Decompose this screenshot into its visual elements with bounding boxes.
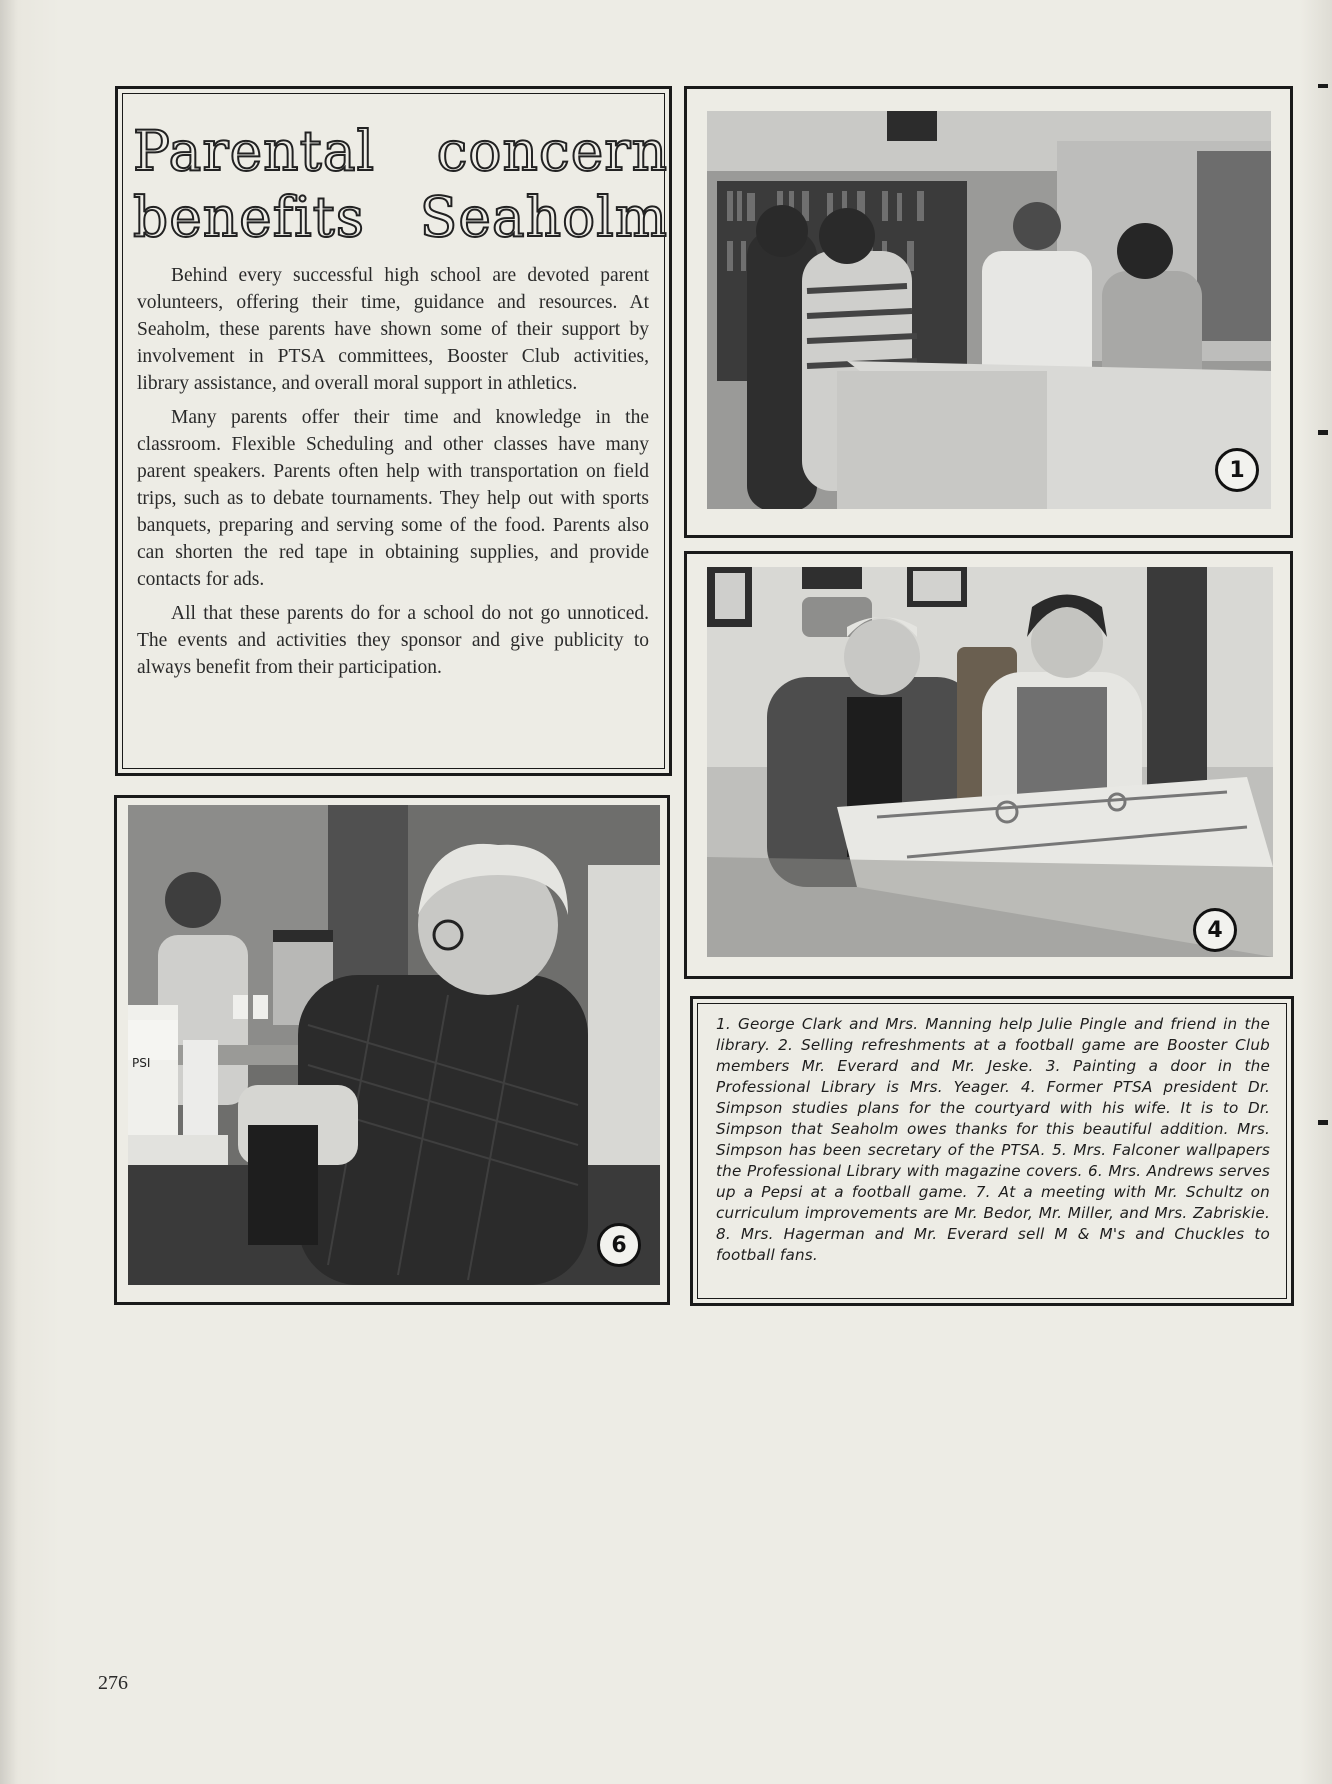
article-paragraph: All that these parents do for a school do not go unnoticed. The events and activities they sponsor and give publicity to always benefit from their participation. <box>137 603 649 678</box>
photo6-frame <box>114 795 670 1305</box>
article-headline: Parental concern benefits Seaholm <box>133 119 668 249</box>
photo4-frame <box>684 551 1293 979</box>
photo-number-badge: 1 <box>1215 448 1259 492</box>
article-paragraph: Many parents offer their time and knowledge in the classroom. Flexible Scheduling and other classes have many parent speakers. Parents often help with transportation on field trips, such as to debate tournaments. They help out with sports banquets, preparing and serving some of the food. Parents also can shorten the red tape in obtaining supplies, and provide contacts for ads. <box>137 407 649 590</box>
article-paragraph: Behind every successful high school are devoted parent volunteers, offering their time, guidance and resources. At Seaholm, these parents have shown some of their support by involvement in PTSA committees, Booster Club activities, library assistance, and overall moral support in athletics. <box>137 265 649 394</box>
page-edge-mark <box>1318 1120 1328 1125</box>
pepsi-photo <box>128 805 660 1285</box>
photo-number-badge: 4 <box>1193 908 1237 952</box>
photo-number-badge: 6 <box>597 1223 641 1267</box>
page-number: 276 <box>98 1672 128 1694</box>
library-photo <box>707 111 1271 509</box>
simpson-photo <box>707 567 1273 957</box>
page-edge-mark <box>1318 84 1328 88</box>
article-body <box>137 262 649 688</box>
svg-text:PSI: PSI <box>132 1056 151 1070</box>
page-edge-mark <box>1318 430 1328 435</box>
photo-captions: 1. George Clark and Mrs. Manning help Julie Pingle and friend in the library. 2. Selling refreshments at a football game are Booster Club members Mr. Everard and Mr. Jeske. 3. Painting a door in the Professional Library is Mrs. Yeager. 4. Former PTSA president Dr. Simpson studies plans for the courtyard with his wife. It is to Dr. Simpson that Seaholm owes thanks for this beautiful addition. Mrs. Simpson has been secretary of the PTSA. 5. Mrs. Falconer wallpapers the Professional Library with magazine covers. 6. Mrs. Andrews serves up a Pepsi at a football game. 7. At a meeting with Mr. Schultz on curriculum improvements are Mr. Bedor, Mr. Miller, and Mrs. Zabriskie. 8. Mrs. Hagerman and Mr. Everard sell M & M's and Chuckles to football fans. <box>716 1015 1270 1264</box>
photo1-frame <box>684 86 1293 538</box>
